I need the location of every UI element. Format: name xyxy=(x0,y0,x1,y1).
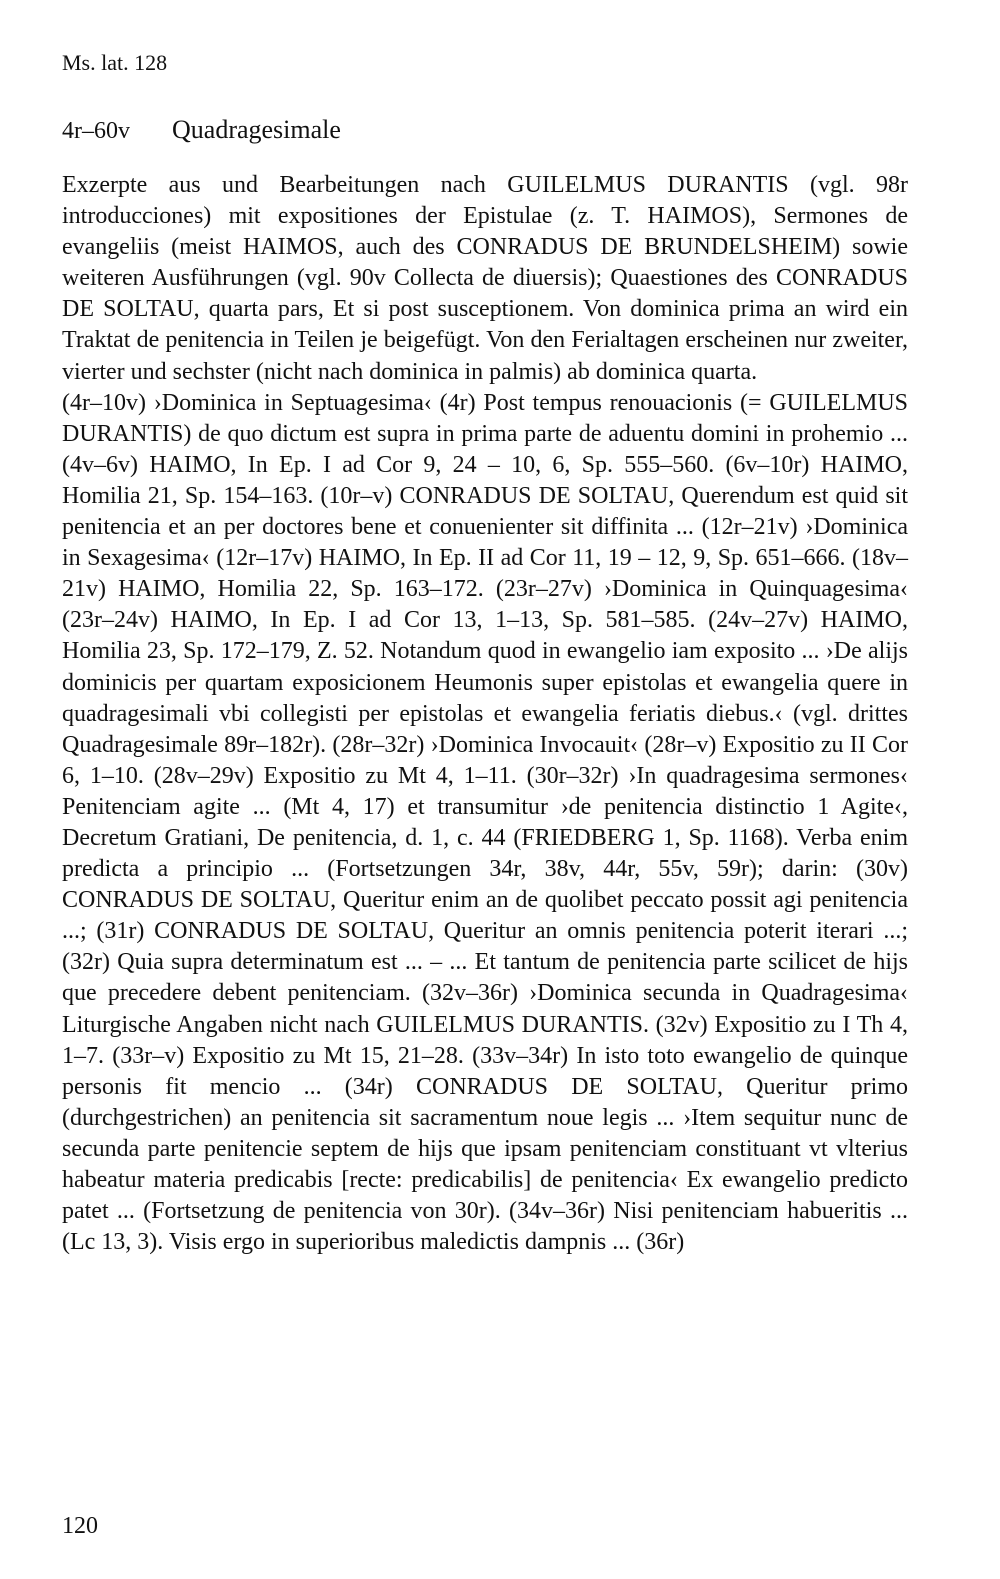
entries-paragraph: (4r–10v) ›Dominica in Septuagesima‹ (4r) Post tempus renouacionis (= GUILELMUS DURANTIS) de quo dictum est supra in prima parte de aduentu domini in prohemio ... (4v–6v) HAIMO, In Ep. I ad Cor 9, 24 – 10, 6, Sp. 555–560. (6v–10r) HAIMO, Homilia 21, Sp. 154–163. (10r–v) CONRADUS DE SOLTAU, Querendum est quid sit penitencia et an per doctores bene et conuenienter sit diffinita ... (12r–21v) ›Dominica in Sexagesima‹ (12r–17v) HAIMO, In Ep. II ad Cor 11, 19 – 12, 9, Sp. 651–666. (18v–21v) HAIMO, Homilia 22, Sp. 163–172. (23r–27v) ›Dominica in Quinquagesima‹ (23r–24v) HAIMO, In Ep. I ad Cor 13, 1–13, Sp. 581–585. (24v–27v) HAIMO, Homilia 23, Sp. 172–179, Z. 52. Notandum quod in ewangelio iam exposito ... ›De alijs dominicis per quartam exposicionem Heumonis super epistolas et ewangelia quere in quadragesimali vbi collegisti per epistolas et ewangelia feriatis diebus.‹ (vgl. drittes Quadragesimale 89r–182r). (28r–32r) ›Dominica Invocauit‹ (28r–v) Expositio zu II Cor 6, 1–10. (28v–29v) Expositio zu Mt 4, 1–11. (30r–32r) ›In quadragesima sermones‹ Penitenciam agite ... (Mt 4, 17) et transumitur ›de penitencia distinctio 1 Agite‹, Decretum Gratiani, De penitencia, d. 1, c. 44 (FRIEDBERG 1, Sp. 1168). Verba enim predicta a principio ... (Fortsetzungen 34r, 38v, 44r, 55v, 59r); darin: (30v) CONRADUS DE SOLTAU, Queritur enim an de quolibet peccato possit agi penitencia ...; (31r) CONRADUS DE SOLTAU, Queritur an omnis penitencia poterit iterari ...; (32r) Quia supra determinatum est ... – ... Et tantum de penitencia parte scilicet de hijs que precedere debent penitenciam. (32v–36r) ›Dominica secunda in Quadragesima‹ Liturgische Angaben nicht nach GUILELMUS DURANTIS. (32v) Expositio zu I Th 4, 1–7. (33r–v) Expositio zu Mt 15, 21–28. (33v–34r) In isto toto ewangelio de quinque personis fit mencio ... (34r) CONRADUS DE SOLTAU, Queritur primo (durchgestrichen) an penitencia sit sacramentum noue legis ... ›Item sequitur nunc de secunda parte penitencie septem de hijs que ipsam penitenciam constituant vt vlterius habeatur materia predicabis [recte: predicabilis] de penitencia‹ Ex ewangelio predicto patet ... (Fortsetzung de penitencia von 30r). (34v–36r) Nisi penitenciam habueritis ... (Lc 13, 3). Visis ergo in superioribus maledictis dampnis ... (36r) xyxy=(62,389,908,1256)
body-text xyxy=(62,170,908,1258)
section-heading xyxy=(62,115,341,145)
page-number: 120 xyxy=(62,1513,98,1539)
section-title: Quadragesimale xyxy=(172,115,341,144)
folio-range: 4r–60v xyxy=(62,118,130,144)
running-header: Ms. lat. 128 xyxy=(62,50,168,75)
intro-paragraph: Exzerpte aus und Bearbeitungen nach GUILELMUS DURANTIS (vgl. 98r introducciones) mit expositiones der Epistulae (z. T. HAIMOS), Sermones de evangeliis (meist HAIMOS, auch des CONRADUS DE BRUNDELSHEIM) sowie weiteren Ausführungen (vgl. 90v Collecta de diuersis); Quaestiones des CONRADUS DE SOLTAU, quarta pars, Et si post susceptionem. Von dominica prima an wird ein Traktat de penitencia in Teilen je beigefügt. Von den Ferialtagen erscheinen nur zweiter, vierter und sechster (nicht nach dominica in palmis) ab dominica quarta. xyxy=(62,172,908,385)
